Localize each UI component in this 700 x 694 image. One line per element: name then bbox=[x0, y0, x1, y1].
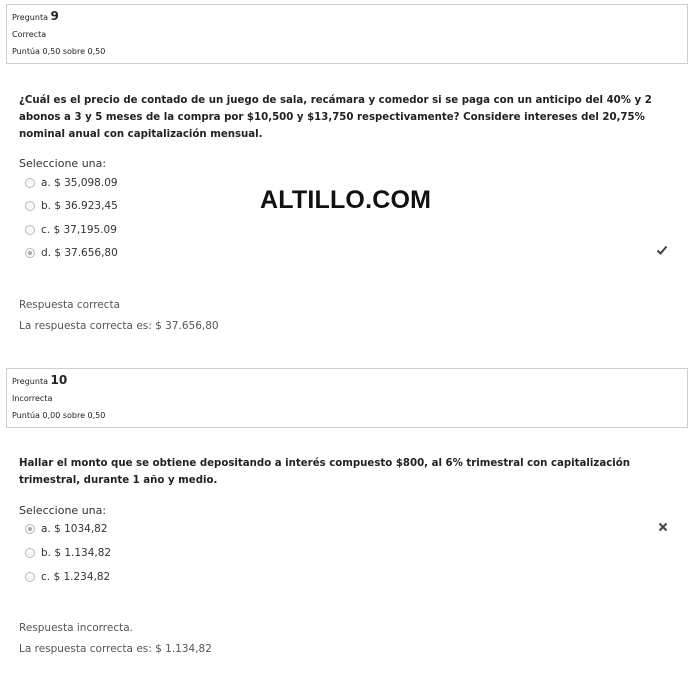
radio-button-selected[interactable] bbox=[25, 248, 35, 258]
answer-option-b[interactable] bbox=[25, 545, 111, 561]
question-number bbox=[12, 373, 67, 387]
question-text: Hallar el monto que se obtiene depositando a interés compuesto $800, al 6% trimestral con capitalización trimestral, durante 1 año y medio. bbox=[19, 458, 630, 486]
radio-button[interactable] bbox=[25, 201, 35, 211]
feedback-text: Respuesta incorrecta. bbox=[19, 622, 134, 634]
option-label: c. $ 37,195.09 bbox=[41, 224, 117, 236]
answer-option-a[interactable] bbox=[25, 175, 118, 191]
option-label: c. $ 1.234,82 bbox=[41, 571, 111, 583]
question-number-value: 9 bbox=[50, 9, 59, 23]
answer-option-b[interactable] bbox=[25, 198, 118, 214]
question-state: Correcta bbox=[12, 30, 47, 39]
question-10-info bbox=[6, 368, 688, 428]
option-label: d. $ 37.656,80 bbox=[41, 247, 118, 259]
question-state: Incorrecta bbox=[12, 394, 53, 403]
answer-option-c[interactable] bbox=[25, 569, 110, 585]
watermark: ALTILLO.COM bbox=[260, 186, 432, 214]
question-grade: Puntúa 0,50 sobre 0,50 bbox=[12, 47, 106, 56]
cross-icon bbox=[658, 521, 668, 535]
radio-button[interactable] bbox=[25, 572, 35, 582]
question-text: ¿Cuál es el precio de contado de un juego de sala, recámara y comedor si se paga con un anticipo del 40% y 2 abonos a 3 y 5 meses de la compra por $10,500 y $13,750 respectivamente? Considere intereses del 20,75% nominal anual con capitalización mensual. bbox=[19, 95, 652, 140]
check-icon bbox=[656, 244, 668, 259]
option-label: b. $ 1.134,82 bbox=[41, 547, 112, 559]
option-label: a. $ 35,098.09 bbox=[41, 177, 118, 189]
select-prompt: Seleccione una: bbox=[19, 157, 107, 170]
question-9-info bbox=[6, 4, 688, 64]
option-label: a. $ 1034,82 bbox=[41, 523, 108, 535]
question-label: Pregunta bbox=[12, 13, 48, 22]
question-number-value: 10 bbox=[50, 373, 68, 387]
radio-button[interactable] bbox=[25, 548, 35, 558]
answer-option-c[interactable] bbox=[25, 222, 117, 238]
answer-option-a[interactable] bbox=[25, 521, 108, 537]
feedback-text: Respuesta correcta bbox=[19, 299, 121, 311]
question-number bbox=[12, 9, 59, 23]
radio-button-selected[interactable] bbox=[25, 524, 35, 534]
right-answer-text: La respuesta correcta es: $ 37.656,80 bbox=[19, 320, 219, 332]
question-label: Pregunta bbox=[12, 377, 48, 386]
option-label: b. $ 36.923,45 bbox=[41, 200, 118, 212]
question-grade: Puntúa 0,00 sobre 0,50 bbox=[12, 411, 106, 420]
select-prompt: Seleccione una: bbox=[19, 504, 107, 517]
answer-option-d[interactable] bbox=[25, 245, 118, 261]
radio-button[interactable] bbox=[25, 225, 35, 235]
radio-button[interactable] bbox=[25, 178, 35, 188]
right-answer-text: La respuesta correcta es: $ 1.134,82 bbox=[19, 643, 212, 655]
